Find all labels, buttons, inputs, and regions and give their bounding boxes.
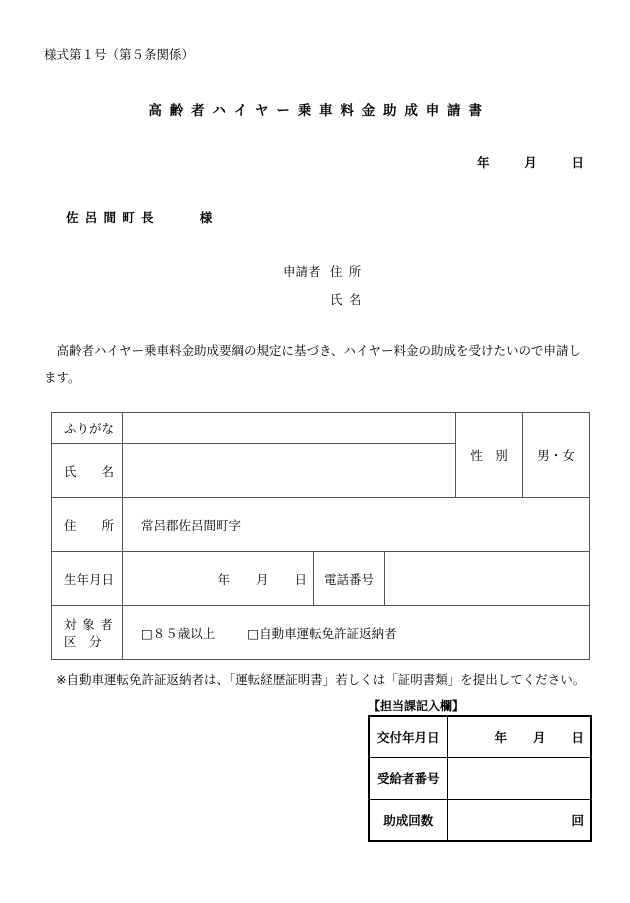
application-date	[477, 153, 584, 171]
furigana-field[interactable]	[123, 413, 456, 444]
date-month-label: 月	[524, 155, 537, 170]
applicant-name-label: 氏名	[330, 292, 368, 307]
phone-label: 電話番号	[314, 552, 385, 606]
date-day-label: 日	[571, 155, 584, 170]
gender-label: 性 別	[456, 413, 523, 498]
birthdate-day-label: 日	[294, 571, 307, 587]
target-label-line2: 区 分	[64, 633, 102, 649]
grant-count-field[interactable]	[447, 799, 591, 841]
target-category-label	[52, 606, 123, 660]
recipient-number-field[interactable]	[447, 757, 591, 799]
option-85-or-older[interactable]: □８５歳以上	[141, 625, 216, 641]
birthdate-year-label: 年	[217, 571, 230, 587]
issue-date-label: 交付年月日	[369, 716, 447, 757]
document-title: 高齢者ハイヤー乗車料金助成申請書	[148, 103, 490, 119]
phone-field[interactable]	[385, 552, 590, 606]
target-label-line1: 対象者	[64, 616, 119, 632]
birthdate-field[interactable]	[123, 552, 314, 606]
target-category-options	[123, 606, 590, 660]
address-label: 住 所	[52, 498, 123, 552]
grant-count-label: 助成回数	[369, 799, 447, 841]
name-label: 氏 名	[52, 444, 123, 498]
office-use-table	[368, 715, 592, 842]
date-year-label: 年	[477, 155, 490, 170]
furigana-label: ふりがな	[52, 413, 123, 444]
gender-options[interactable]: 男・女	[523, 413, 590, 498]
birthdate-month-label: 月	[255, 571, 269, 587]
office-use-header: 【担当課記入欄】	[368, 699, 465, 713]
issue-date-field[interactable]	[447, 716, 591, 757]
issue-year-label: 年	[494, 729, 507, 745]
address-field[interactable]: 常呂郡佐呂間町字	[123, 498, 590, 552]
option-license-returned[interactable]: □自動車運転免許証返納者	[247, 625, 397, 641]
grant-count-unit: 回	[571, 812, 584, 828]
name-field[interactable]	[123, 444, 456, 498]
applicant-label: 申請者	[283, 264, 321, 279]
applicant-info-table	[51, 412, 590, 660]
applicant-address-label: 住所	[330, 264, 368, 279]
issue-month-label: 月	[532, 729, 546, 745]
form-number: 様式第１号（第５条関係）	[44, 47, 195, 62]
addressee-suffix: 様	[199, 210, 213, 225]
submission-note: ※自動車運転免許証返納者は、「運転経歴証明書」若しくは「証明書類」を提出してください。	[56, 672, 586, 687]
issue-day-label: 日	[571, 729, 584, 745]
birthdate-label: 生年月日	[52, 552, 123, 606]
addressee-name: 佐呂間町長	[66, 210, 160, 225]
addressee	[66, 208, 212, 226]
recipient-number-label: 受給者番号	[369, 757, 447, 799]
application-statement: 高齢者ハイヤー乗車料金助成要綱の規定に基づき、ハイヤー料金の助成を受けたいので申請します。	[44, 343, 582, 385]
